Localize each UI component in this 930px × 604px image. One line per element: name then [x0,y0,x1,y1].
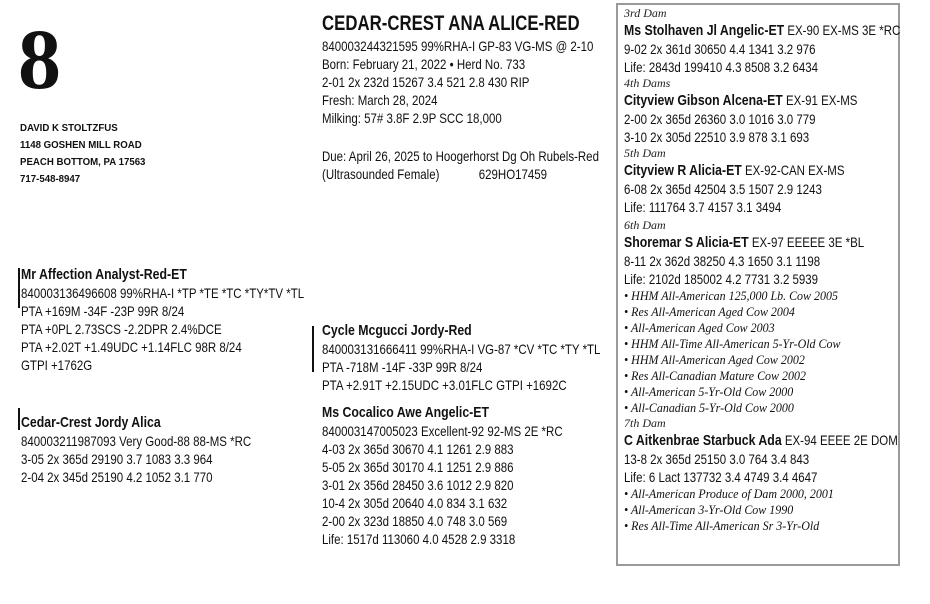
dam3-line-2: Life: 2843d 199410 4.3 8508 3.2 6434 [624,59,819,75]
dam3-classification: EX-90 EX-MS 3E *RC [784,22,901,38]
dam3-line-1: 9-02 2x 361d 30650 4.4 1341 3.2 976 [624,41,816,57]
dam-line-1: 840003211987093 Very Good-88 88-MS *RC [21,433,252,449]
granddam-line-2: 4-03 2x 365d 30670 4.1 1261 2.9 883 [322,441,514,457]
granddam-block [322,404,615,548]
dam5-name: Cityview R Alicia-ET [624,162,742,179]
dam4-line-2: 3-10 2x 305d 22510 3.9 878 3.1 693 [624,129,810,145]
granddam-line-6: 2-00 2x 323d 18850 4.0 748 3.0 569 [322,513,508,529]
animal-record: 2-01 2x 232d 15267 3.4 521 2.8 430 RIP [322,74,530,90]
sire-bracket-line [18,268,20,308]
dam6-honor-3: • All-American Aged Cow 2003 [624,320,775,335]
granddam-line-5: 10-4 2x 305d 20640 4.0 834 3.1 632 [322,495,508,511]
dam6-honor-6: • Res All-Canadian Mature Cow 2002 [624,368,806,383]
dam7-honor-1: • All-American Produce of Dam 2000, 2001 [624,486,834,501]
dam6-honor-8: • All-Canadian 5-Yr-Old Cow 2000 [624,400,794,415]
dam5-name-line [624,161,900,180]
dam6-classification: EX-97 EEEEE 3E *BL [748,234,865,250]
dam-bracket-line [18,408,20,430]
dam4-name-line [624,91,900,110]
dam7-heading: 7th Dam [624,416,666,430]
dam6-honor-4: • HHM All-Time All-American 5-Yr-Old Cow [624,336,841,351]
mgs-name: Cycle Mcgucci Jordy-Red [322,322,472,339]
dam5-line-1: 6-08 2x 365d 42504 3.5 1507 2.9 1243 [624,181,822,197]
sire-line-3: PTA +0PL 2.73SCS -2.2DPR 2.4%DCE [21,321,222,337]
dam-block [21,414,302,486]
dam4-classification: EX-91 EX-MS [782,92,858,108]
dam6-name-line [624,233,900,252]
animal-milking: Milking: 57# 3.8F 2.9P SCC 18,000 [322,110,502,126]
dam6-name: Shoremar S Alicia-ET [624,234,749,251]
animal-id-line: 840003244321595 99%RHA-I GP-83 VG-MS @ 2-10 [322,38,594,54]
mgs-block [322,322,662,394]
consignor-address-line2: PEACH BOTTOM, PA 17563 [20,156,146,168]
granddam-line-1: 840003147005023 Excellent-92 92-MS 2E *RC [322,423,563,439]
granddam-line-7: Life: 1517d 113060 4.0 4528 2.9 3318 [322,531,516,547]
dam7-name: C Aitkenbrae Starbuck Ada [624,432,782,449]
dam3-name-line [624,21,900,40]
sire-line-5: GTPI +1762G [21,357,93,373]
animal-name: CEDAR-CREST ANA ALICE-RED [322,12,580,35]
consignor-phone: 717-548-8947 [20,173,81,185]
sire-line-1: 840003136496608 99%RHA-I *TP *TE *TC *TY*TV *TL [21,285,305,301]
dams-column [624,6,930,534]
dam4-line-1: 2-00 2x 365d 26360 3.0 1016 3.0 779 [624,111,816,127]
dam5-line-2: Life: 111764 3.7 4157 3.1 3494 [624,199,782,215]
dam-name: Cedar-Crest Jordy Alica [21,414,161,431]
sire-name: Mr Affection Analyst-Red-ET [21,266,187,283]
granddam-name: Ms Cocalico Awe Angelic-ET [322,404,490,421]
sire-block [21,266,366,374]
dam6-heading: 6th Dam [624,218,666,232]
dam6-honor-2: • Res All-American Aged Cow 2004 [624,304,795,319]
lot-number: 8 [18,11,61,107]
dam6-honor-1: • HHM All-American 125,000 Lb. Cow 2005 [624,288,838,303]
dam7-line-2: Life: 6 Lact 137732 3.4 4749 3.4 4647 [624,469,818,485]
dam6-line-2: Life: 2102d 185002 4.2 7731 3.2 5939 [624,271,819,287]
mgs-line-2: PTA -718M -14F -33P 99R 8/24 [322,359,483,375]
dam6-honor-5: • HHM All-American Aged Cow 2002 [624,352,805,367]
dam-line-3: 2-04 2x 345d 25190 4.2 1052 3.1 770 [21,469,213,485]
dam5-heading: 5th Dam [624,146,666,160]
dam6-line-1: 8-11 2x 362d 38250 4.3 1650 3.1 1198 [624,253,821,269]
dam7-classification: EX-94 EEEE 2E DOM [781,432,898,448]
mgs-line-1: 840003131666411 99%RHA-I VG-87 *CV *TC *TY *TL [322,341,601,357]
dam7-honor-3: • Res All-Time All-American Sr 3-Yr-Old [624,518,820,533]
consignor-block [20,120,156,188]
ultrasound-text: (Ultrasounded Female) [322,166,440,182]
sire-line-4: PTA +2.02T +1.49UDC +1.14FLC 98R 8/24 [21,339,242,355]
dam7-honor-2: • All-American 3-Yr-Old Cow 1990 [624,502,794,517]
dam7-line-1: 13-8 2x 365d 25150 3.0 764 3.4 843 [624,451,810,467]
granddam-line-3: 5-05 2x 365d 30170 4.1 1251 2.9 886 [322,459,514,475]
animal-due: Due: April 26, 2025 to Hoogerhorst Dg Oh Rubels-Red [322,148,599,164]
mgs-line-3: PTA +2.91T +2.15UDC +3.01FLC GTPI +1692C [322,377,567,393]
consignor-address-line1: 1148 GOSHEN MILL ROAD [20,139,142,151]
dam3-name: Ms Stolhaven Jl Angelic-ET [624,22,785,39]
dam7-name-line [624,431,900,450]
animal-fresh: Fresh: March 28, 2024 [322,92,438,108]
dam6-honor-7: • All-American 5-Yr-Old Cow 2000 [624,384,794,399]
animal-born: Born: February 21, 2022 • Herd No. 733 [322,56,526,72]
dam4-name: Cityview Gibson Alcena-ET [624,92,783,109]
animal-block [322,12,660,183]
dam4-heading: 4th Dams [624,76,671,90]
dam-line-2: 3-05 2x 365d 29190 3.7 1083 3.3 964 [21,451,213,467]
granddam-line-4: 3-01 2x 356d 28450 3.6 1012 2.9 820 [322,477,514,493]
dam5-classification: EX-92-CAN EX-MS [741,162,845,178]
consignor-name: DAVID K STOLTZFUS [20,122,118,134]
sire-code: 629HO17459 [478,166,548,182]
dam3-heading: 3rd Dam [624,6,667,20]
sire-line-2: PTA +169M -34F -23P 99R 8/24 [21,303,185,319]
animal-ultrasound [322,165,599,183]
